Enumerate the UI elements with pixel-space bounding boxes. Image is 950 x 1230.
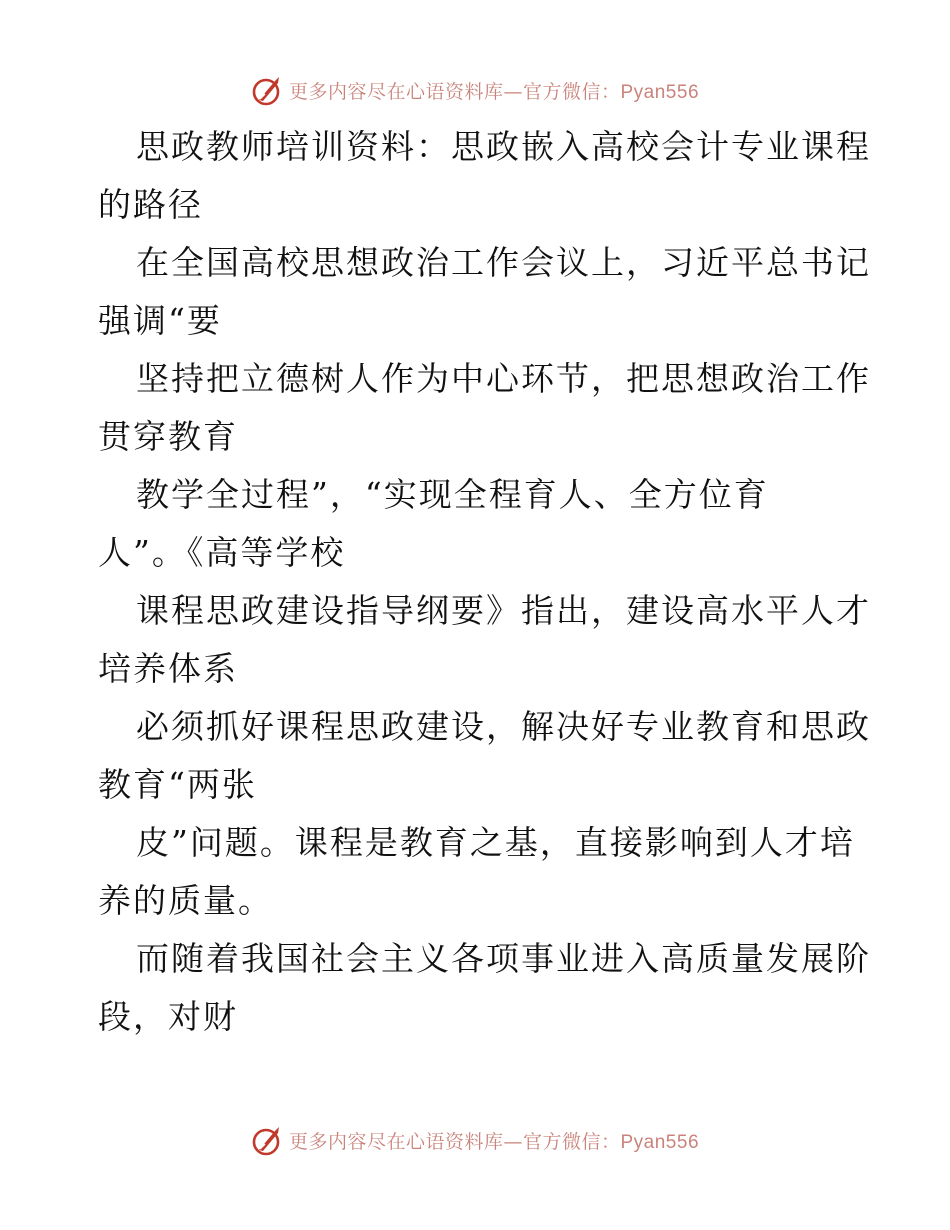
document-body [98, 118, 871, 1046]
document-line: 的路径 [98, 185, 203, 224]
document-line: 养的质量。 [98, 881, 273, 920]
quill-pen-logo-icon [251, 1123, 285, 1157]
header-banner [0, 70, 950, 110]
document-line: 人”。《高等学校 [98, 533, 346, 572]
document-line: 思政教师培训资料：思政嵌入高校会计专业课程 [136, 127, 871, 166]
document-line: 强调“要 [98, 301, 222, 340]
document-line: 教学全过程”，“实现全程育人、全方位育 [136, 475, 769, 514]
document-line: 培养体系 [98, 649, 238, 688]
footer-banner-text: 更多内容尽在心语资料库—官方微信：Pyan556 [288, 1130, 700, 1153]
quill-pen-logo-icon [251, 73, 285, 107]
document-lines [98, 118, 871, 1046]
footer-banner [0, 1120, 950, 1160]
header-banner-text: 更多内容尽在心语资料库—官方微信：Pyan556 [288, 80, 700, 103]
document-line: 段，对财 [98, 997, 238, 1036]
document-line: 贯穿教育 [98, 417, 238, 456]
document-line: 教育“两张 [98, 765, 257, 804]
document-line: 坚持把立德树人作为中心环节，把思想政治工作 [136, 359, 871, 398]
document-line: 课程思政建设指导纲要》指出，建设高水平人才 [136, 591, 871, 630]
header-banner-id: Pyan556 [620, 81, 700, 103]
document-line: 在全国高校思想政治工作会议上，习近平总书记 [136, 243, 871, 282]
document-line: 必须抓好课程思政建设，解决好专业教育和思政 [136, 707, 871, 746]
footer-banner-id: Pyan556 [620, 1131, 700, 1153]
document-line: 而随着我国社会主义各项事业进入高质量发展阶 [136, 939, 871, 978]
document-line: 皮”问题。课程是教育之基，直接影响到人才培 [136, 823, 855, 862]
